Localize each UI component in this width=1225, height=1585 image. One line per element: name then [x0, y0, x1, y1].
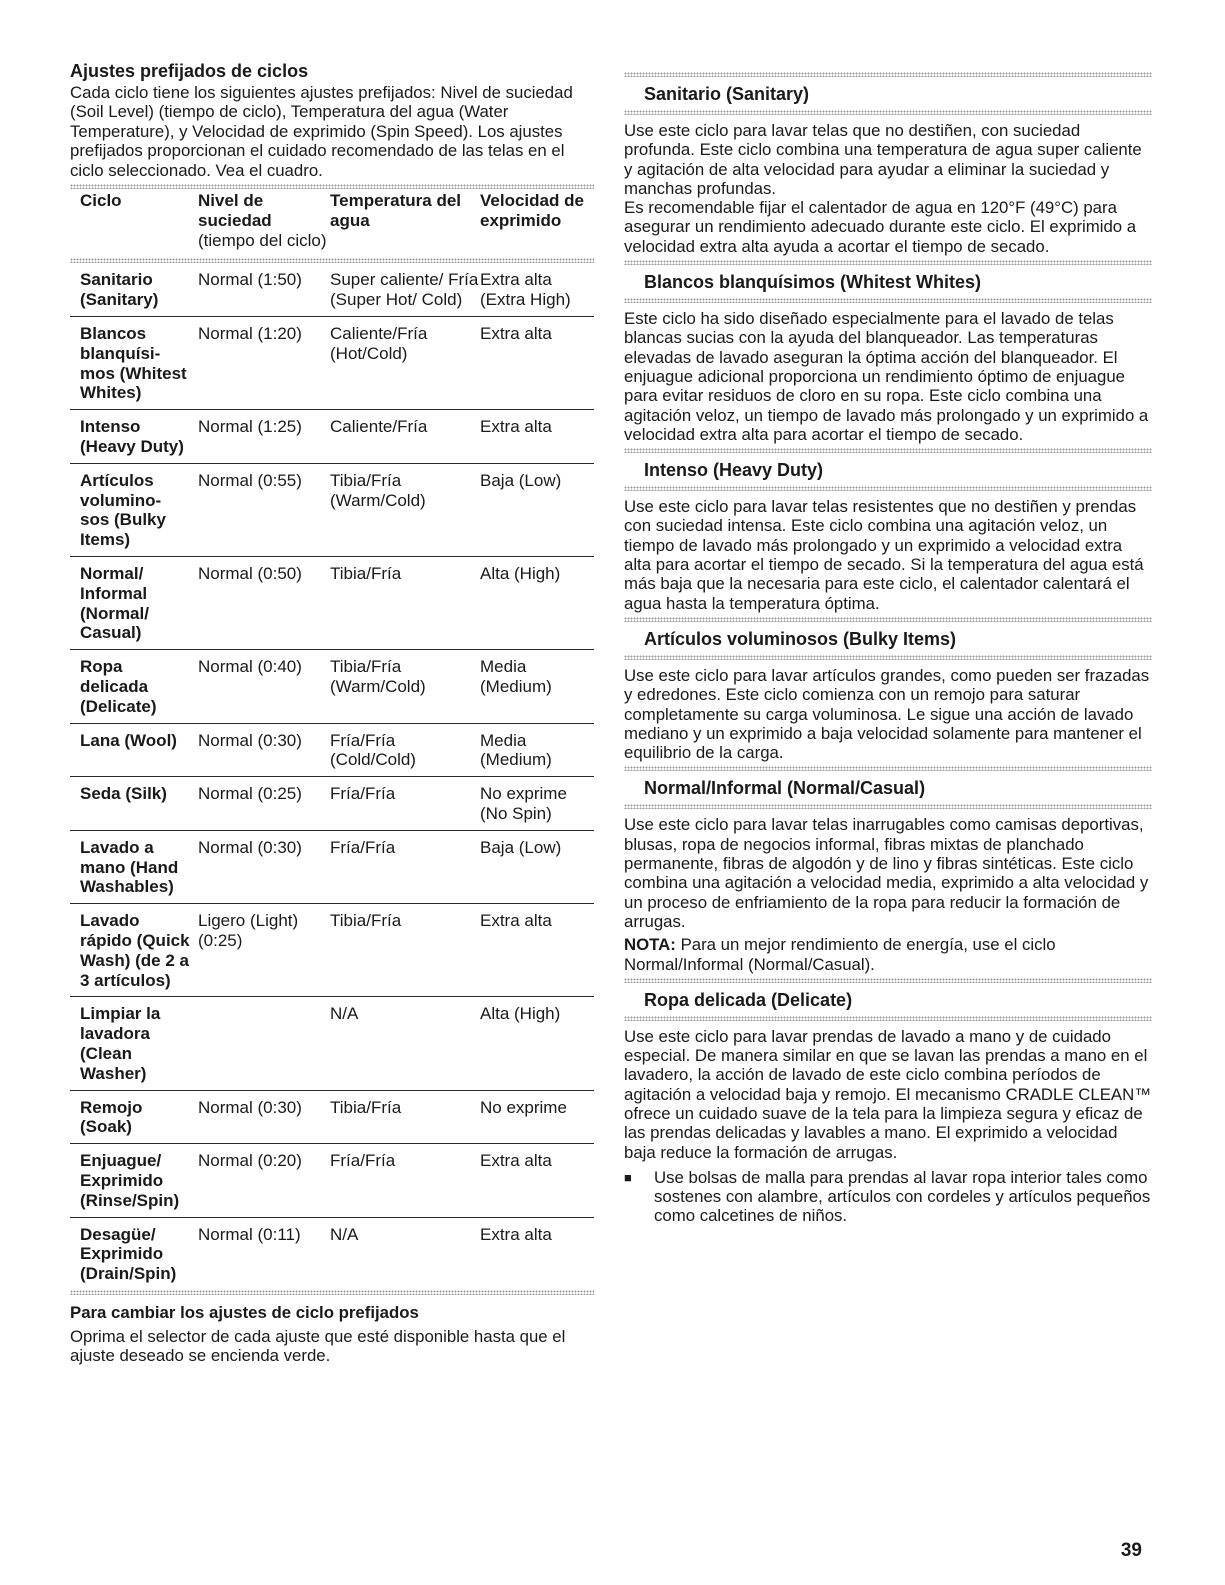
section-title: Sanitario (Sanitary) — [644, 84, 810, 104]
table-row — [70, 650, 594, 723]
soil-level: Normal (0:50) — [198, 556, 330, 649]
section-paragraph: Use este ciclo para lavar telas resistentes que no destiñen y prendas con suciedad intensa. Este ciclo combina una agitación veloz, un tiempo de lavado más prolongado y un exprimido a velocidad extra alta para acortar el tiempo de secado. Si la temperatura del agua está más baja que la necesaria para este ciclo, el calentador calentará el agua hasta la temperatura óptima. — [624, 497, 1144, 613]
soil-level — [198, 997, 330, 1090]
cycle-name: Limpiar la lavadora (Clean Washer) — [70, 997, 198, 1090]
cycle-name: Desagüe/ Exprimido (Drain/Spin) — [70, 1217, 198, 1290]
bullet-text: Use bolsas de malla para prendas al lavar ropa interior tales como sostenes con alambre, artículos con cordeles y artículos pequeños como calcetines de niños. — [654, 1167, 1151, 1226]
spin-speed: No exprime — [480, 1090, 594, 1144]
water-temp: Tibia/Fría — [330, 556, 480, 649]
section-paragraph: Use este ciclo para lavar telas que no destiñen, con suciedad profunda. Este ciclo combina una temperatura de agua super caliente y agitación de alta velocidad para ayudar a eliminar la suciedad y manchas profundas. — [624, 121, 1142, 198]
cycle-name: Lavado a mano (Hand Washables) — [70, 830, 198, 903]
change-presets-text: Oprima el selector de cada ajuste que esté disponible hasta que el ajuste deseado se encienda verde. — [70, 1326, 566, 1366]
section-paragraph: Este ciclo ha sido diseñado especialmente para el lavado de telas blancas sucias con la ayuda del blanqueador. Las temperaturas elevadas de lavado aseguran la óptima acción del blanqueador. El enjuague adicional proporciona un rendimiento óptimo de enjuague para evitar residuos de cloro en su ropa. Este ciclo combina una agitación veloz, un tiempo de lavado más prolongado y un exprimido a velocidad extra alta para acortar el tiempo de secado. — [624, 309, 1149, 444]
water-temp: Fría/Fría — [330, 1144, 480, 1217]
spin-speed: Extra alta — [480, 410, 594, 464]
note-label: NOTA: — [624, 935, 676, 955]
spin-speed: Extra alta — [480, 1217, 594, 1290]
change-presets-title: Para cambiar los ajustes de ciclo prefijados — [70, 1302, 419, 1322]
section-body — [624, 1027, 1152, 1226]
water-temp: Tibia/Fría (Warm/Cold) — [330, 463, 480, 556]
water-temp: Tibia/Fría (Warm/Cold) — [330, 650, 480, 723]
dotted-divider — [624, 655, 1152, 660]
section-body — [624, 666, 1152, 762]
section-title: Blancos blanquísimos (Whitest Whites) — [644, 272, 982, 293]
soil-level: Normal (0:30) — [198, 723, 330, 777]
table-row — [70, 1217, 594, 1290]
cycle-name: Remojo (Soak) — [70, 1090, 198, 1144]
spin-speed: Media (Medium) — [480, 723, 594, 777]
section-paragraph: Use este ciclo para lavar prendas de lavado a mano y de cuidado especial. De manera similar en que se lavan las prendas a mano en el lavadero, la acción de lavado de este ciclo combina períodos de agitación a velocidad baja y remojo. El mecanismo CRADLE CLEAN™ ofrece un cuidado suave de la tela para la limpieza segura y eficaz de las prendas delicadas y lavables a mano. El exprimido a velocidad baja reduce la formación de arrugas. — [624, 1026, 1151, 1162]
water-temp: Caliente/Fría — [330, 410, 480, 464]
spin-speed: Baja (Low) — [480, 463, 594, 556]
table-body — [70, 258, 594, 1289]
table-row — [70, 263, 594, 316]
water-temp: Fría/Fría — [330, 777, 480, 831]
section-note — [624, 935, 1152, 974]
soil-level: Normal (0:30) — [198, 830, 330, 903]
table-row — [70, 1090, 594, 1144]
soil-level: Normal (1:25) — [198, 410, 330, 464]
table-row — [70, 904, 594, 997]
dotted-divider — [624, 804, 1152, 809]
table-header-row — [70, 189, 594, 258]
soil-level: Normal (0:25) — [198, 777, 330, 831]
cycle-presets-intro: Cada ciclo tiene los siguientes ajustes prefijados: Nivel de suciedad (Soil Level) (tiempo de ciclo), Temperatura del agua (Water Temperature), y Velocidad de exprimido (Spin Speed). Los ajustes prefijados proporcionan el cuidado recomendado de las telas en el ciclo seleccionado. Vea el cuadro. — [70, 83, 573, 180]
spin-speed: Extra alta — [480, 317, 594, 410]
cycle-name: Lavado rápido (Quick Wash) (de 2 a 3 artículos) — [70, 904, 198, 997]
dotted-divider — [70, 1290, 594, 1295]
spin-speed: Media (Medium) — [480, 650, 594, 723]
cycle-name: Normal/ Informal (Normal/ Casual) — [70, 556, 198, 649]
table-row — [70, 556, 594, 649]
water-temp: N/A — [330, 997, 480, 1090]
cycle-presets-table — [70, 189, 594, 1290]
cycle-name: Sanitario (Sanitary) — [80, 270, 159, 310]
cycle-name: Intenso (Heavy Duty) — [70, 410, 198, 464]
spin-speed: Alta (High) — [480, 556, 594, 649]
cycle-presets-title: Ajustes prefijados de ciclos — [70, 61, 309, 81]
spin-speed: Extra alta (Extra High) — [480, 270, 571, 310]
water-temp: Fría/Fría — [330, 830, 480, 903]
table-row — [70, 317, 594, 410]
spin-speed: Extra alta — [480, 904, 594, 997]
cycle-name: Enjuague/ Exprimido (Rinse/Spin) — [70, 1144, 198, 1217]
water-temp: Tibia/Fría — [330, 904, 480, 997]
section-title: Ropa delicada (Delicate) — [644, 989, 853, 1010]
soil-level: Normal (0:11) — [198, 1217, 330, 1290]
water-temp: Super caliente/ Fría (Super Hot/ Cold) — [330, 270, 479, 310]
header-cycle: Ciclo — [80, 191, 122, 211]
soil-level: Normal (1:50) — [198, 270, 302, 290]
cycle-name: Lana (Wool) — [70, 723, 198, 777]
cycle-name: Blancos blanquísi- mos (Whitest Whites) — [70, 317, 198, 410]
section-title: Artículos voluminosos (Bulky Items) — [644, 628, 957, 649]
header-soil-sub: (tiempo del ciclo) — [198, 230, 327, 250]
cycle-name: Artículos volumino- sos (Bulky Items) — [70, 463, 198, 556]
header-soil — [198, 189, 330, 258]
dotted-divider — [624, 1016, 1152, 1021]
table-row — [70, 1144, 594, 1217]
table-row — [70, 830, 594, 903]
section-title: Intenso (Heavy Duty) — [644, 460, 824, 481]
table-row — [70, 410, 594, 464]
spin-speed: Baja (Low) — [480, 830, 594, 903]
section-body — [624, 309, 1152, 444]
soil-level: Ligero (Light) (0:25) — [198, 904, 330, 997]
soil-level: Normal (0:40) — [198, 650, 330, 723]
right-column — [624, 72, 1152, 1230]
cycle-name: Seda (Silk) — [70, 777, 198, 831]
water-temp: Fría/Fría (Cold/Cold) — [330, 723, 480, 777]
section-body — [624, 121, 1152, 256]
table-row — [70, 463, 594, 556]
section-paragraph: Use este ciclo para lavar artículos grandes, como pueden ser frazadas y edredones. Este ciclo comienza con un remojo para saturar completamente su carga voluminosa. Le sigue una acción de lavado mediano y un exprimido a baja velocidad solamente para mantener el equilibrio de la carga. — [624, 665, 1150, 763]
dotted-divider — [624, 486, 1152, 491]
bullet-item — [624, 1168, 1152, 1226]
water-temp: N/A — [330, 1217, 480, 1290]
section-body — [624, 497, 1152, 613]
spin-speed: No exprime (No Spin) — [480, 777, 594, 831]
soil-level: Normal (0:20) — [198, 1144, 330, 1217]
soil-level: Normal (0:30) — [198, 1090, 330, 1144]
dotted-divider — [624, 110, 1152, 115]
header-spin: Velocidad de exprimido — [480, 191, 584, 230]
soil-level: Normal (0:55) — [198, 463, 330, 556]
square-bullet-icon: ■ — [624, 1169, 632, 1185]
section-paragraph: Use este ciclo para lavar telas inarrugables como camisas deportivas, blusas, ropa de negocios informal, fibras mixtas de planchado permanente, fibras de algodón y de lino y fibras sintéticas. Este ciclo combina una agitación a velocidad media, exprimido a alta velocidad y un proceso de enfriamiento de la ropa para reducir la formación de arrugas. — [624, 815, 1149, 931]
left-column — [70, 60, 594, 1366]
cycle-name: Ropa delicada (Delicate) — [70, 650, 198, 723]
table-row — [70, 723, 594, 777]
header-soil-label: Nivel de suciedad — [198, 191, 272, 230]
table-row — [70, 997, 594, 1090]
spin-speed: Alta (High) — [480, 997, 594, 1090]
section-body — [624, 815, 1152, 973]
water-temp: Caliente/Fría (Hot/Cold) — [330, 317, 480, 410]
note-text: Para un mejor rendimiento de energía, use el ciclo Normal/Informal (Normal/Casual). — [624, 935, 1056, 974]
section-paragraph: Es recomendable fijar el calentador de agua en 120°F (49°C) para asegurar un rendimiento adecuado durante este ciclo. El exprimido a velocidad extra alta ayuda a acortar el tiempo de secado. — [624, 198, 1137, 256]
dotted-divider — [624, 298, 1152, 303]
soil-level: Normal (1:20) — [198, 317, 330, 410]
water-temp: Tibia/Fría — [330, 1090, 480, 1144]
spin-speed: Extra alta — [480, 1144, 594, 1217]
table-row — [70, 777, 594, 831]
page-number: 39 — [1120, 1540, 1142, 1561]
header-temperature: Temperatura del agua — [330, 191, 462, 230]
section-title: Normal/Informal (Normal/Casual) — [644, 778, 926, 799]
